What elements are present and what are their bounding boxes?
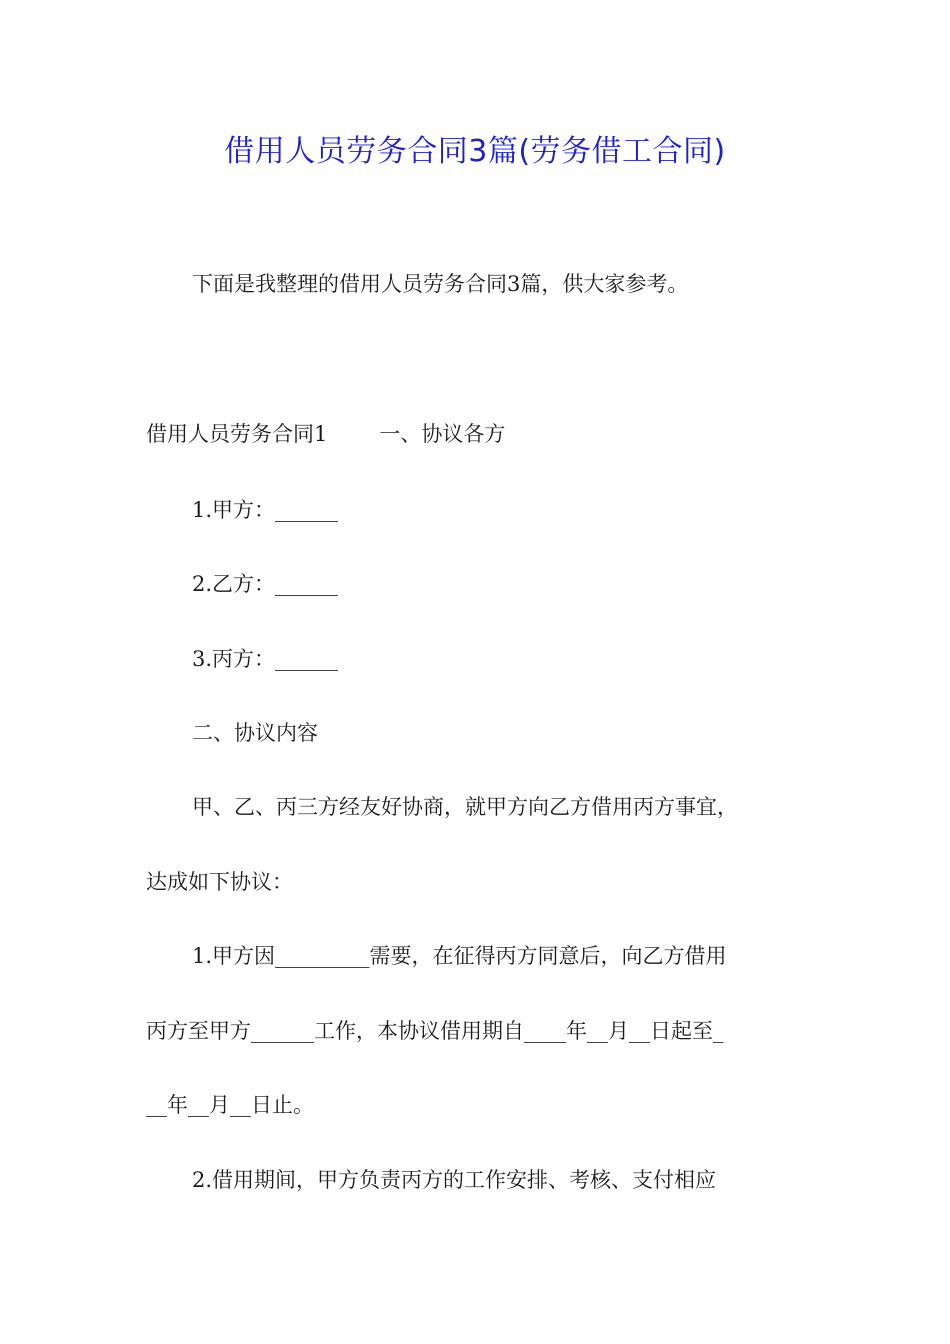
section-label: 借用人员劳务合同1 [146,422,328,446]
heading-parties: 一、协议各方 [379,422,506,446]
document-title: 借用人员劳务合同3篇(劳务借工合同) [224,134,726,169]
party-a-line: 1.甲方：______ [192,498,339,522]
intro-paragraph: 下面是我整理的借用人员劳务合同3篇，供大家参考。 [192,272,689,296]
paragraph-line: 丙方至甲方______工作，本协议借用期自____年__月__日起至_ [146,1019,724,1043]
party-b-line: 2.乙方：______ [192,572,339,596]
section-heading-row [146,418,505,450]
paragraph-line: 甲、乙、丙三方经友好协商，就甲方向乙方借用丙方事宜， [192,795,738,819]
party-c-line: 3.丙方：______ [192,647,339,671]
paragraph-line: 达成如下协议： [146,870,293,894]
heading-content: 二、协议内容 [192,721,318,745]
paragraph-line: 2.借用期间，甲方负责丙方的工作安排、考核、支付相应 [192,1168,717,1192]
paragraph-line: __年__月__日止。 [146,1093,314,1117]
paragraph-line: 1.甲方因_________需要，在征得丙方同意后，向乙方借用 [192,944,727,968]
